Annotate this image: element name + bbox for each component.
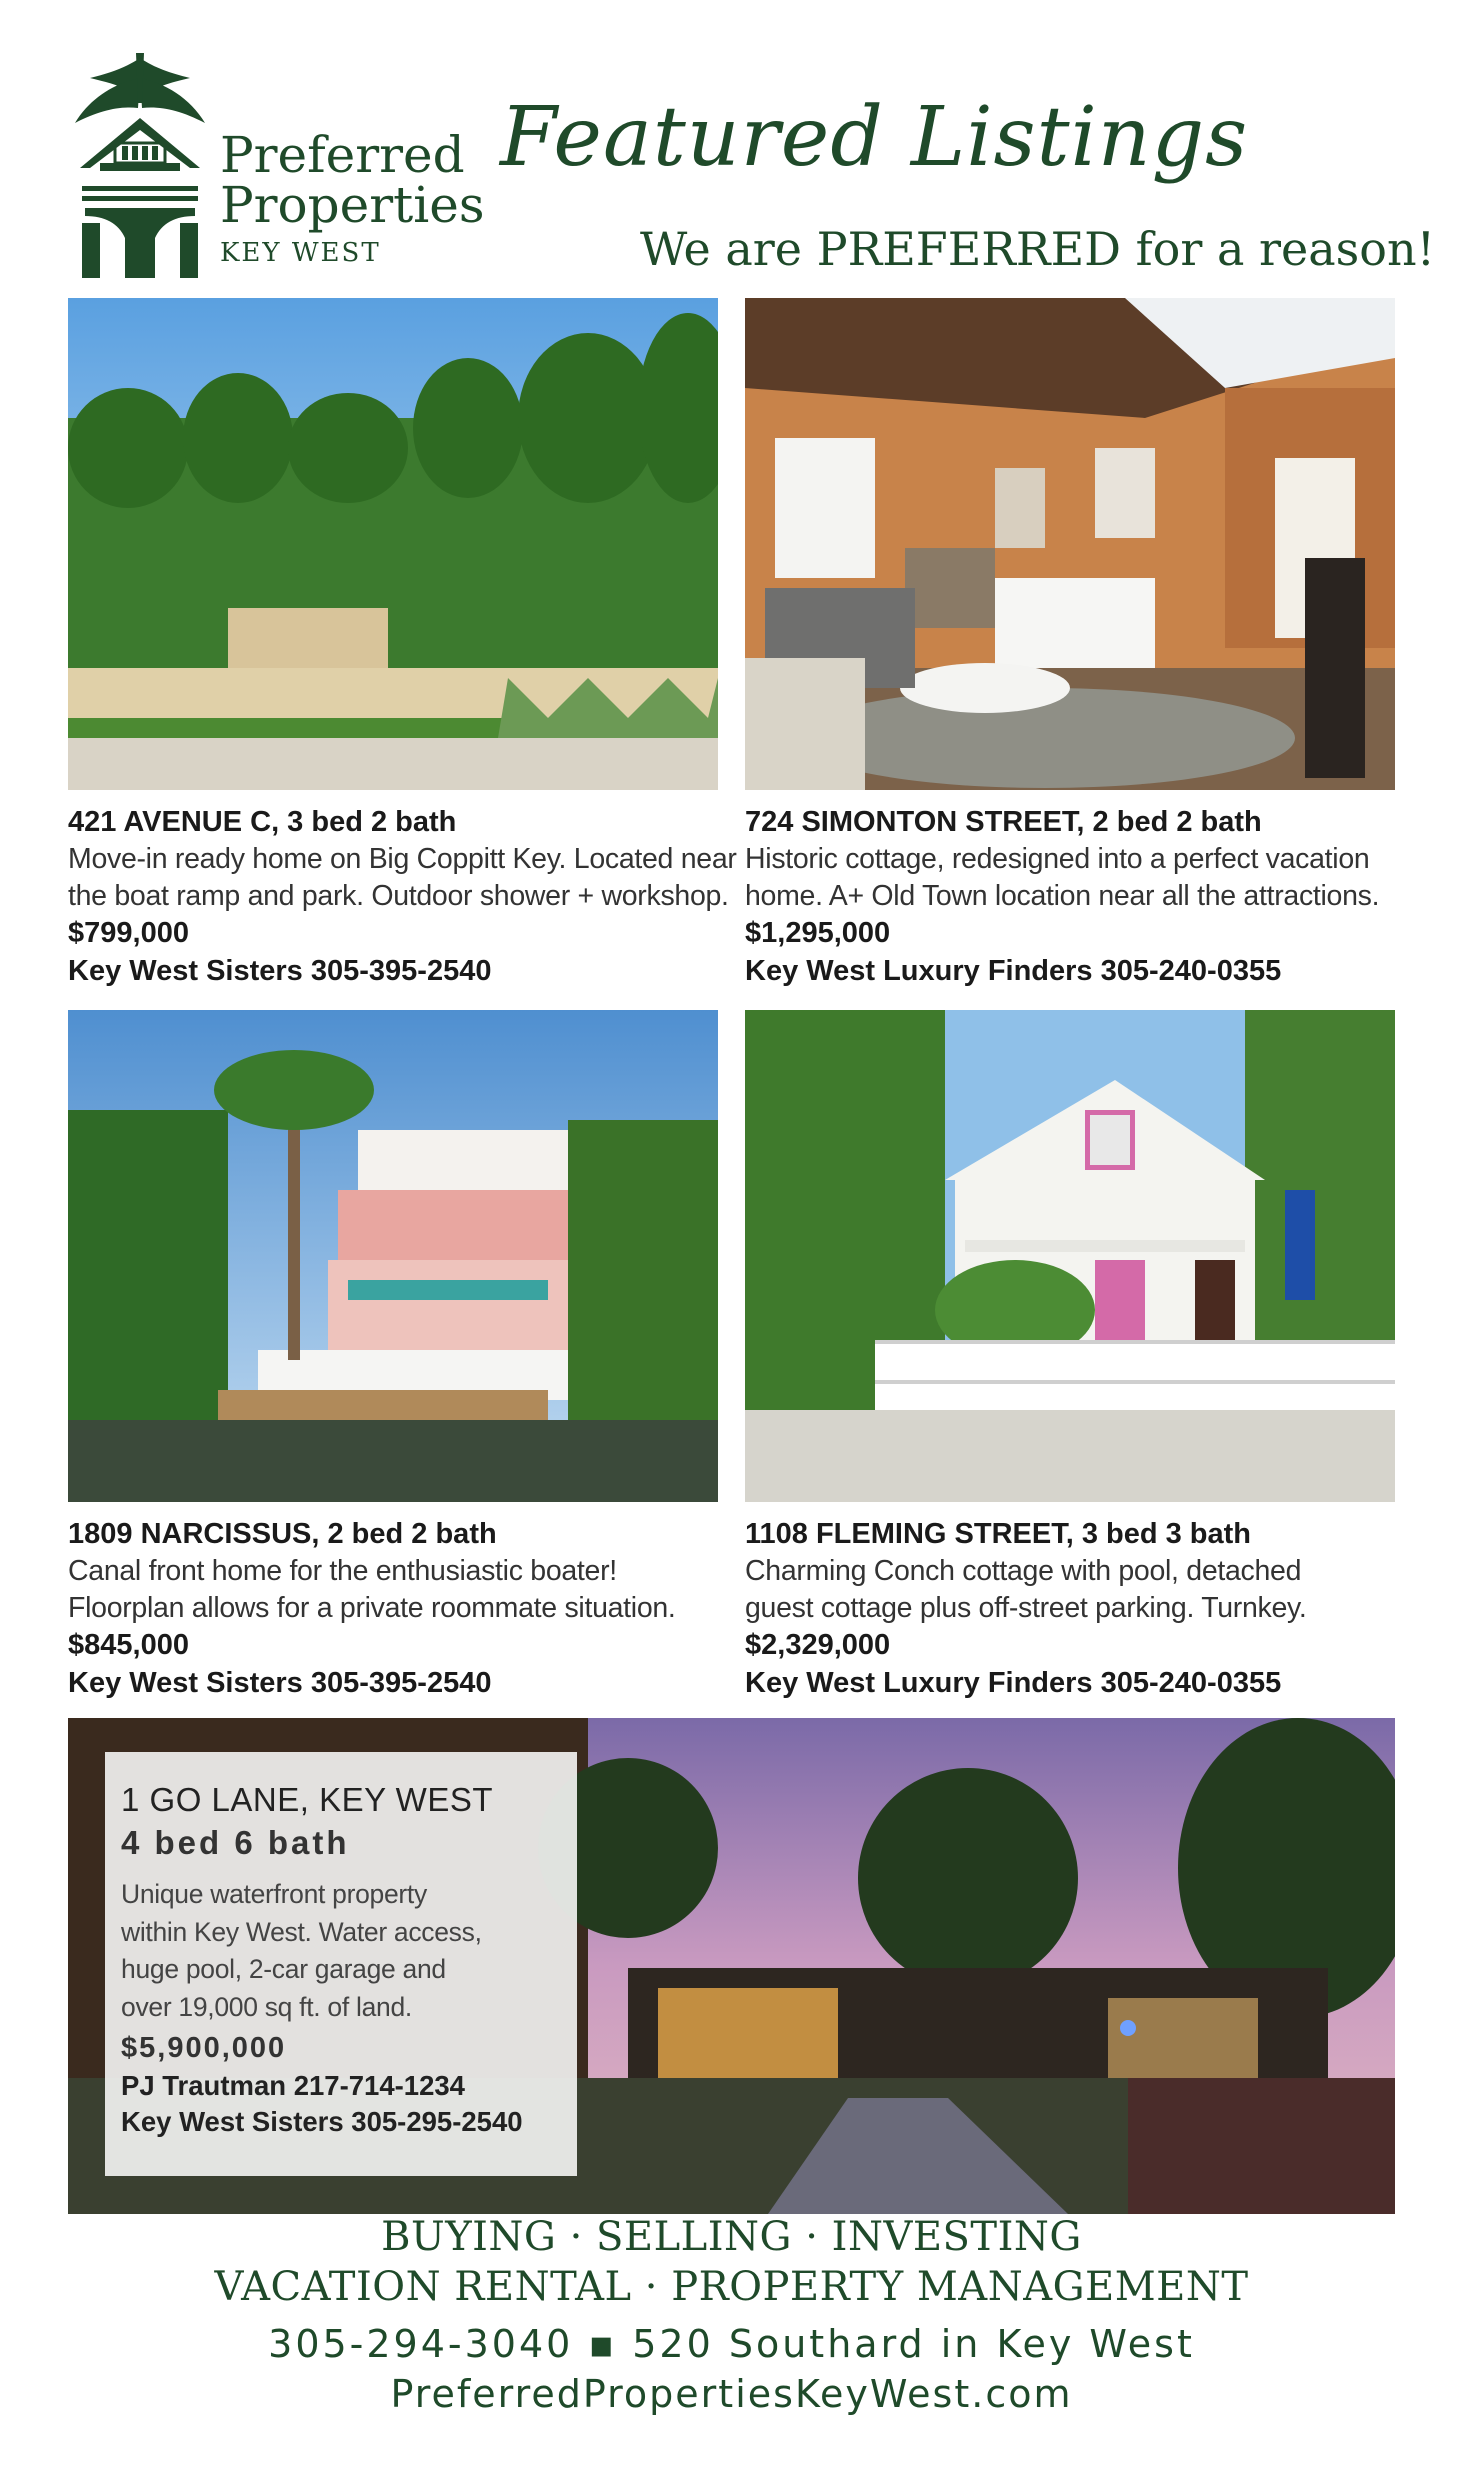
listing-title: 1809 NARCISSUS, 2 bed 2 bath [68, 1518, 497, 1550]
contact-line: 305-294-3040 ▪ 520 Southard in Key West [268, 2322, 1195, 2366]
feature-price: $5,900,000 [121, 2032, 287, 2064]
listing-agent: Key West Sisters 305-395-2540 [68, 955, 492, 987]
listing-photo-avenue-c [68, 298, 718, 790]
feature-desc-line: over 19,000 sq ft. of land. [121, 1991, 412, 2022]
listing-price: $799,000 [68, 917, 189, 949]
tagline: We are PREFERRED for a reason! [640, 222, 1436, 276]
listing-simonton [745, 804, 1425, 990]
logo-word-key-west: KEY WEST [220, 238, 381, 268]
listing-photo-simonton [745, 298, 1395, 790]
listing-description: guest cottage plus off-street parking. Turnkey. [745, 1592, 1307, 1624]
website-link[interactable]: PreferredPropertiesKeyWest.com [390, 2372, 1073, 2416]
feature-desc-line: Unique waterfront property [121, 1879, 427, 1909]
feature-description [121, 1876, 567, 2026]
listing-agent: Key West Luxury Finders 305-240-0355 [745, 955, 1282, 987]
listing-avenue-c [68, 804, 748, 990]
listing-agent: Key West Luxury Finders 305-240-0355 [745, 1667, 1282, 1699]
listing-description: Canal front home for the enthusiastic boater! [68, 1555, 617, 1587]
listing-title: 724 SIMONTON STREET, 2 bed 2 bath [745, 806, 1262, 838]
feature-info-box [105, 1752, 577, 2176]
feature-desc-line: within Key West. Water access, [121, 1916, 482, 1947]
listing-description: the boat ramp and park. Outdoor shower + workshop. [68, 880, 729, 912]
palm-house-logo-icon [70, 48, 210, 288]
listing-description: Historic cottage, redesigned into a perfect vacation [745, 843, 1370, 875]
listing-title: 1108 FLEMING STREET, 3 bed 3 bath [745, 1518, 1252, 1550]
listing-photo-fleming [745, 1010, 1395, 1502]
listing-price: $2,329,000 [745, 1629, 891, 1661]
services-line: BUYING · SELLING · INVESTING [381, 2214, 1082, 2260]
featured-listings-title: Featured Listings [500, 90, 1249, 185]
feature-bed-bath: 4 bed 6 bath [121, 1824, 350, 1861]
listing-description: Charming Conch cottage with pool, detached [745, 1555, 1302, 1587]
feature-desc-line: huge pool, 2-car garage and [121, 1954, 446, 1984]
services-line: VACATION RENTAL · PROPERTY MANAGEMENT [214, 2264, 1249, 2310]
listing-narcissus [68, 1516, 748, 1702]
listing-agent: Key West Sisters 305-395-2540 [68, 1667, 492, 1699]
feature-agent: PJ Trautman 217-714-1234 [121, 2070, 465, 2101]
logo-word-preferred: Preferred [220, 126, 465, 184]
feature-agent: Key West Sisters 305-295-2540 [121, 2106, 523, 2137]
listing-price: $1,295,000 [745, 917, 891, 949]
listing-description: home. A+ Old Town location near all the attractions. [745, 880, 1380, 912]
logo-word-properties: Properties [220, 176, 485, 234]
listing-price: $845,000 [68, 1629, 189, 1661]
listing-description: Floorplan allows for a private roommate situation. [68, 1592, 676, 1624]
feature-address: 1 GO LANE, KEY WEST [121, 1781, 494, 1818]
listing-description: Move-in ready home on Big Coppitt Key. Located near [68, 843, 737, 875]
listing-title: 421 AVENUE C, 3 bed 2 bath [68, 806, 457, 838]
company-logo [70, 48, 485, 288]
listing-photo-narcissus [68, 1010, 718, 1502]
listing-fleming [745, 1516, 1425, 1702]
